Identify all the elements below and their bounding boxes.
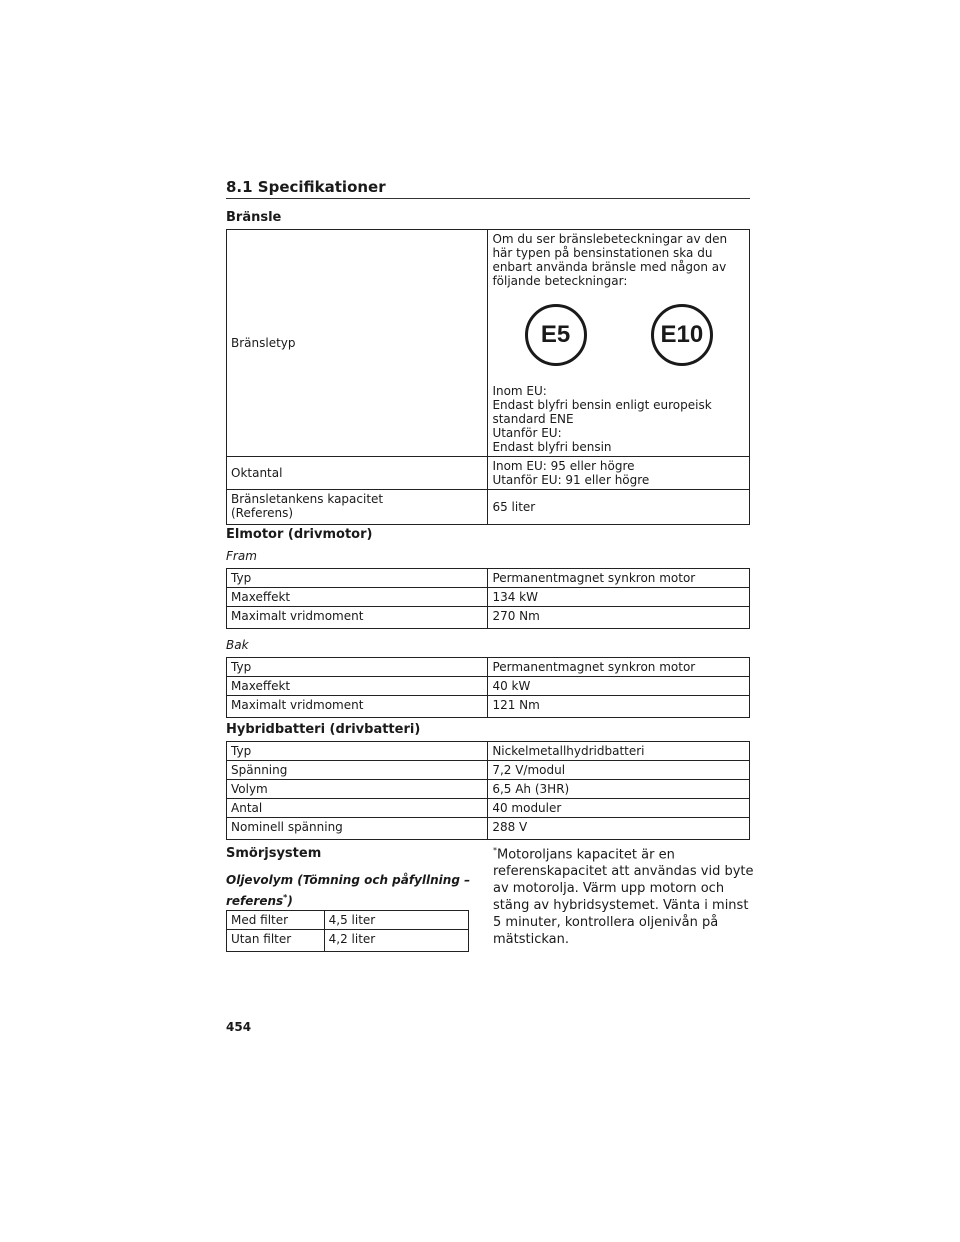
motor-rear-table [226,657,750,718]
table-row [227,696,750,718]
table-row [227,780,750,799]
fuel-type-value [488,230,750,457]
table-row [227,761,750,780]
table-row [227,230,750,457]
spec-value: 288 V [488,818,750,840]
octane-label: Oktantal [227,457,488,490]
subheading-text: Oljevolym (Tömning och påfyllning – [226,873,471,887]
motor-front-label: Fram [226,549,257,563]
fuel-table [226,229,750,525]
fuel-note: Inom EU: [492,384,547,398]
table-row [227,911,469,930]
fuel-badges [492,304,745,366]
table-row [227,677,750,696]
footnote-marker: * [493,846,497,855]
oil-volume-subheading [226,872,470,910]
battery-table [226,741,750,840]
tank-label-line: Bränsletankens kapacitet [231,492,384,506]
spec-value: Permanentmagnet synkron motor [488,658,750,677]
spec-label: Maximalt vridmoment [227,607,488,629]
motor-front-table [226,568,750,629]
spec-label: Typ [227,658,488,677]
fuel-type-label: Bränsletyp [227,230,488,457]
fuel-type-intro: Om du ser bränslebeteckningar av den här typen på bensinstationen ska du enbart använda bränsle med någon av följande beteckningar: [492,232,728,288]
subheading-text: referens [226,894,284,908]
oil-value: 4,5 liter [324,911,468,930]
oil-volume-table [226,910,469,952]
fuel-note: Endast blyfri bensin [492,440,612,454]
spec-label: Antal [227,799,488,818]
motor-rear-label: Bak [226,638,249,652]
spec-value: 7,2 V/modul [488,761,750,780]
oil-label: Med filter [227,911,325,930]
table-row [227,569,750,588]
octane-value [488,457,750,490]
spec-label: Spänning [227,761,488,780]
table-row [227,930,469,952]
table-row [227,457,750,490]
section-header: 8.1 Specifikationer [226,178,750,199]
spec-value: 270 Nm [488,607,750,629]
table-row [227,490,750,525]
spec-value: 40 kW [488,677,750,696]
footnote [493,842,755,948]
spec-value: 121 Nm [488,696,750,718]
table-row [227,607,750,629]
spec-label: Maxeffekt [227,677,488,696]
footnote-text: Motoroljans kapacitet är en referenskapacitet att användas vid byte av motorolja. Värm upp motorn och stäng av hybridsystemet. Vänta i minst 5 minuter, kontrollera oljenivån på mätstickan. [493,847,754,948]
spec-label: Typ [227,742,488,761]
spec-value: 134 kW [488,588,750,607]
oil-value: 4,2 liter [324,930,468,952]
fuel-note: Utanför EU: [492,426,562,440]
spec-label: Typ [227,569,488,588]
lubrication-heading: Smörjsystem [226,846,322,861]
spec-label: Volym [227,780,488,799]
tank-label-line: (Referens) [231,506,294,520]
tank-value: 65 liter [488,490,750,525]
spec-value: 40 moduler [488,799,750,818]
table-row [227,818,750,840]
footnote-marker: * [283,893,288,902]
battery-heading: Hybridbatteri (drivbatteri) [226,722,421,737]
spec-value: Permanentmagnet synkron motor [488,569,750,588]
octane-value-line: Inom EU: 95 eller högre [492,459,635,473]
spec-label: Maximalt vridmoment [227,696,488,718]
spec-value: 6,5 Ah (3HR) [488,780,750,799]
tank-label [227,490,488,525]
spec-label: Maxeffekt [227,588,488,607]
fuel-note: Endast blyfri bensin enligt europeisk standard ENE [492,398,712,426]
page-number: 454 [226,1020,252,1034]
spec-value: Nickelmetallhydridbatteri [488,742,750,761]
e10-fuel-badge-icon: E10 [651,304,713,366]
table-row [227,799,750,818]
octane-value-line: Utanför EU: 91 eller högre [492,473,650,487]
e5-fuel-badge-icon: E5 [525,304,587,366]
table-row [227,588,750,607]
subheading-text: ) [287,894,293,908]
spec-label: Nominell spänning [227,818,488,840]
oil-label: Utan filter [227,930,325,952]
table-row [227,658,750,677]
fuel-heading: Bränsle [226,210,282,225]
table-row [227,742,750,761]
motor-heading: Elmotor (drivmotor) [226,527,373,542]
